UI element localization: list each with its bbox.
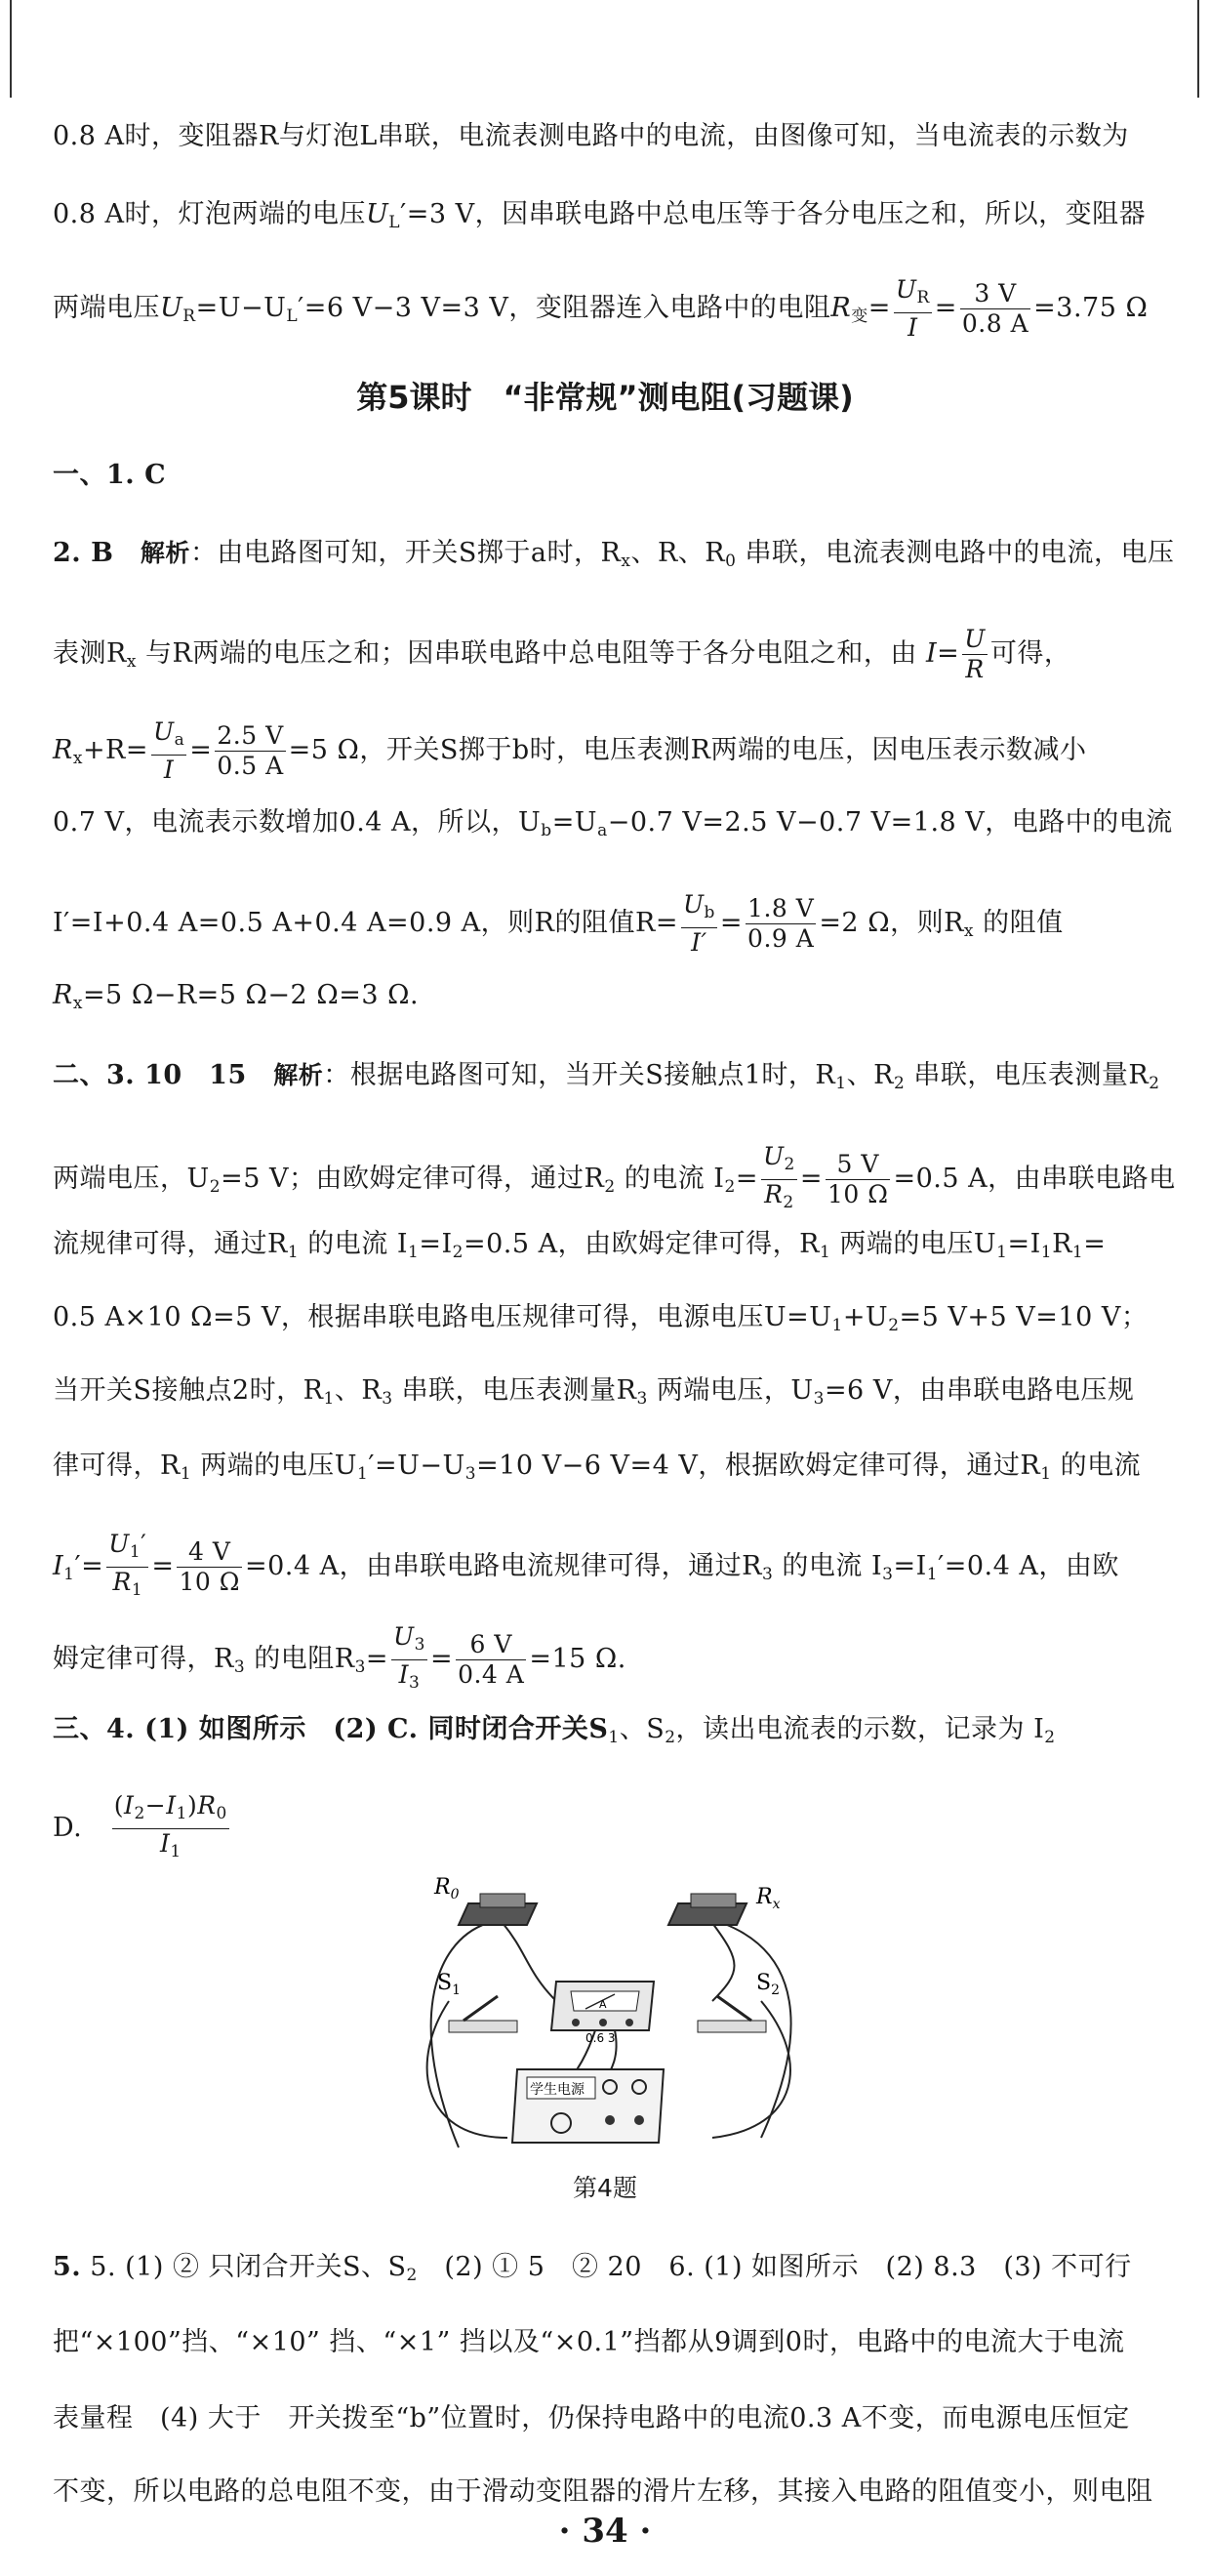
switch-s1-icon	[449, 1996, 517, 2032]
answer-3-line: 当开关S接触点2时，$R_1$、$R_3$ 串联，电压表测量$R_3$ 两端电压，$U_3=6$ V，由串联电路电压规	[53, 1375, 1135, 1409]
answer-6-line: 不变，所以电路的总电阻不变，由于滑动变阻器的滑片左移，其接入电路的阻值变小，则电阻	[53, 2476, 1153, 2507]
text-line: 0.8 A时，灯泡两端的电压$U_L'=3$ V，因串联电路中总电压等于各分电压之和，所以，变阻器	[53, 199, 1147, 232]
resistor-r0-icon	[459, 1894, 537, 1925]
answer-2-line: $R_x=5$ Ω−R=5 Ω−2 Ω=3 Ω.	[53, 980, 420, 1013]
answer-3-line: $I_1'=$ $\frac{U_1'}{R_1}$ = $\frac{4 V}{10 \Omega}$ =0.4 A，由串联电路电流规律可得，通过$R_3$ 的电流 $I_3=I_1'=0.4$ A，由欧	[53, 1530, 1119, 1600]
label-rx: R	[756, 1885, 773, 1909]
figure-caption: 第4题	[573, 2174, 637, 2202]
answer-3-line: 姆定律可得，$R_3$ 的电阻$R_3=$ $\frac{U_3}{I_3}$ = $\frac{6 V}{0.4 A}$ =15 Ω.	[53, 1622, 626, 1693]
svg-text:S1: $S_1$	[437, 1971, 461, 1998]
label-s1: S	[437, 1971, 453, 1995]
circuit-figure	[390, 1864, 820, 2157]
svg-text:R0: $R_0$	[434, 1875, 460, 1902]
answer-2-line: 0.7 V，电流表示数增加0.4 A，所以，$U_b=U_a-0.7$ V=2.5 V−0.7 V=1.8 V，电路中的电流	[53, 807, 1173, 840]
answer-4-line: D. $\frac{(I_2-I_1)R_0}{I_1}$	[53, 1791, 227, 1861]
label-r0: R	[434, 1875, 451, 1900]
answer-2-line: $R_x+R=$ $\frac{U_a}{I}$ = $\frac{2.5 V}{0.5 A}$ =5 Ω，开关S掷于b时，电压表测R两端的电压，因电压表示数减小	[53, 717, 1087, 784]
answer-2-line: 表测$R_x$ 与R两端的电压之和；因串联电路中总电阻等于各分电阻之和，由 I= $\frac{U}{R}$ 可得，	[53, 625, 1071, 683]
svg-text:S2: $S_2$	[756, 1971, 780, 1998]
power-supply-icon	[512, 2069, 664, 2143]
page-number: · 34 ·	[558, 2512, 652, 2551]
margin-rule-left	[10, 0, 12, 98]
section-heading: 第5课时 “非常规”测电阻(习题课)	[356, 379, 854, 416]
margin-rule-right	[1197, 0, 1199, 98]
text-line: 两端电压$U_R=U-U_L'=6$ V−3 V=3 V，变阻器连入电路中的电阻$R_变=$ $\frac{U_R}{I}$ = $\frac{3 V}{0.8 A}$ =3.75 Ω	[53, 275, 1149, 342]
answer-6-line: 表量程 (4) 大于 开关拨至“b”位置时，仍保持电路中的电流0.3 A不变，而电源电压恒定	[53, 2403, 1130, 2433]
answer-2-line: 2. B 解析：由电路图可知，开关S掷于a时，$R_x$、R、$R_0$ 串联，电流表测电路中的电流，电压	[53, 538, 1175, 571]
answer-3-line: 律可得，$R_1$ 两端的电压$U_1'=U-U_3=10$ V−6 V=4 V，根据欧姆定律可得，通过$R_1$ 的电流	[53, 1451, 1142, 1484]
label-psu: 学生电源	[530, 2082, 585, 2098]
resistor-rx-icon	[668, 1894, 746, 1925]
answer-3-line: 两端电压，$U_2=5$ V；由欧姆定律可得，通过$R_2$ 的电流 $I_2=$ $\frac{U_2}{R_2}$ = $\frac{5 V}{10 \Omega}$ =0.5 A，由串联电路电	[53, 1142, 1176, 1212]
answer-5-line: 5. 5. (1) ② 只闭合开关S、$S_2$ (2) ① 5 ② 20 6. (1) 如图所示 (2) 8.3 (3) 不可行	[53, 2252, 1132, 2285]
answer-3-line: 二、3. 10 15 解析：根据电路图可知，当开关S接触点1时，$R_1$、$R_2$ 串联，电压表测量$R_2$	[53, 1060, 1160, 1093]
svg-text:Rx: $R_x$	[756, 1885, 781, 1912]
label-meter-a: A	[599, 1998, 607, 2011]
label-s2: S	[756, 1971, 772, 1995]
switch-s2-icon	[698, 1996, 766, 2032]
answer-3-line: 0.5 A×10 Ω=5 V，根据串联电路电压规律可得，电源电压$U=U_1+U_2=5$ V+5 V=10 V；	[53, 1302, 1149, 1335]
answer-4-line: 三、4. (1) 如图所示 (2) C. 同时闭合开关$S_1$、$S_2$，读出电流表的示数，记录为 $I_2$	[53, 1714, 1056, 1747]
answer-6-line: 把“×100”挡、“×10” 挡、“×1” 挡以及“×0.1”挡都从9调到0时，电路中的电流大于电流	[53, 2327, 1125, 2357]
text-line: 0.8 A时，变阻器R与灯泡L串联，电流表测电路中的电流，由图像可知，当电流表的示数为	[53, 121, 1129, 151]
answer-3-line: 流规律可得，通过$R_1$ 的电流 $I_1=I_2=0.5$ A，由欧姆定律可得，$R_1$ 两端的电压$U_1=I_1R_1=$	[53, 1229, 1107, 1262]
label-meter-scale: 0.6 3	[585, 2031, 616, 2045]
answer-1: 一、1. C	[53, 460, 167, 490]
answer-2-line: I′=I+0.4 A=0.5 A+0.4 A=0.9 A，则R的阻值R= $\frac{U_b}{I'}$ = $\frac{1.8 V}{0.9 A}$ =2 Ω，则$R_x$ 的阻值	[53, 890, 1064, 957]
